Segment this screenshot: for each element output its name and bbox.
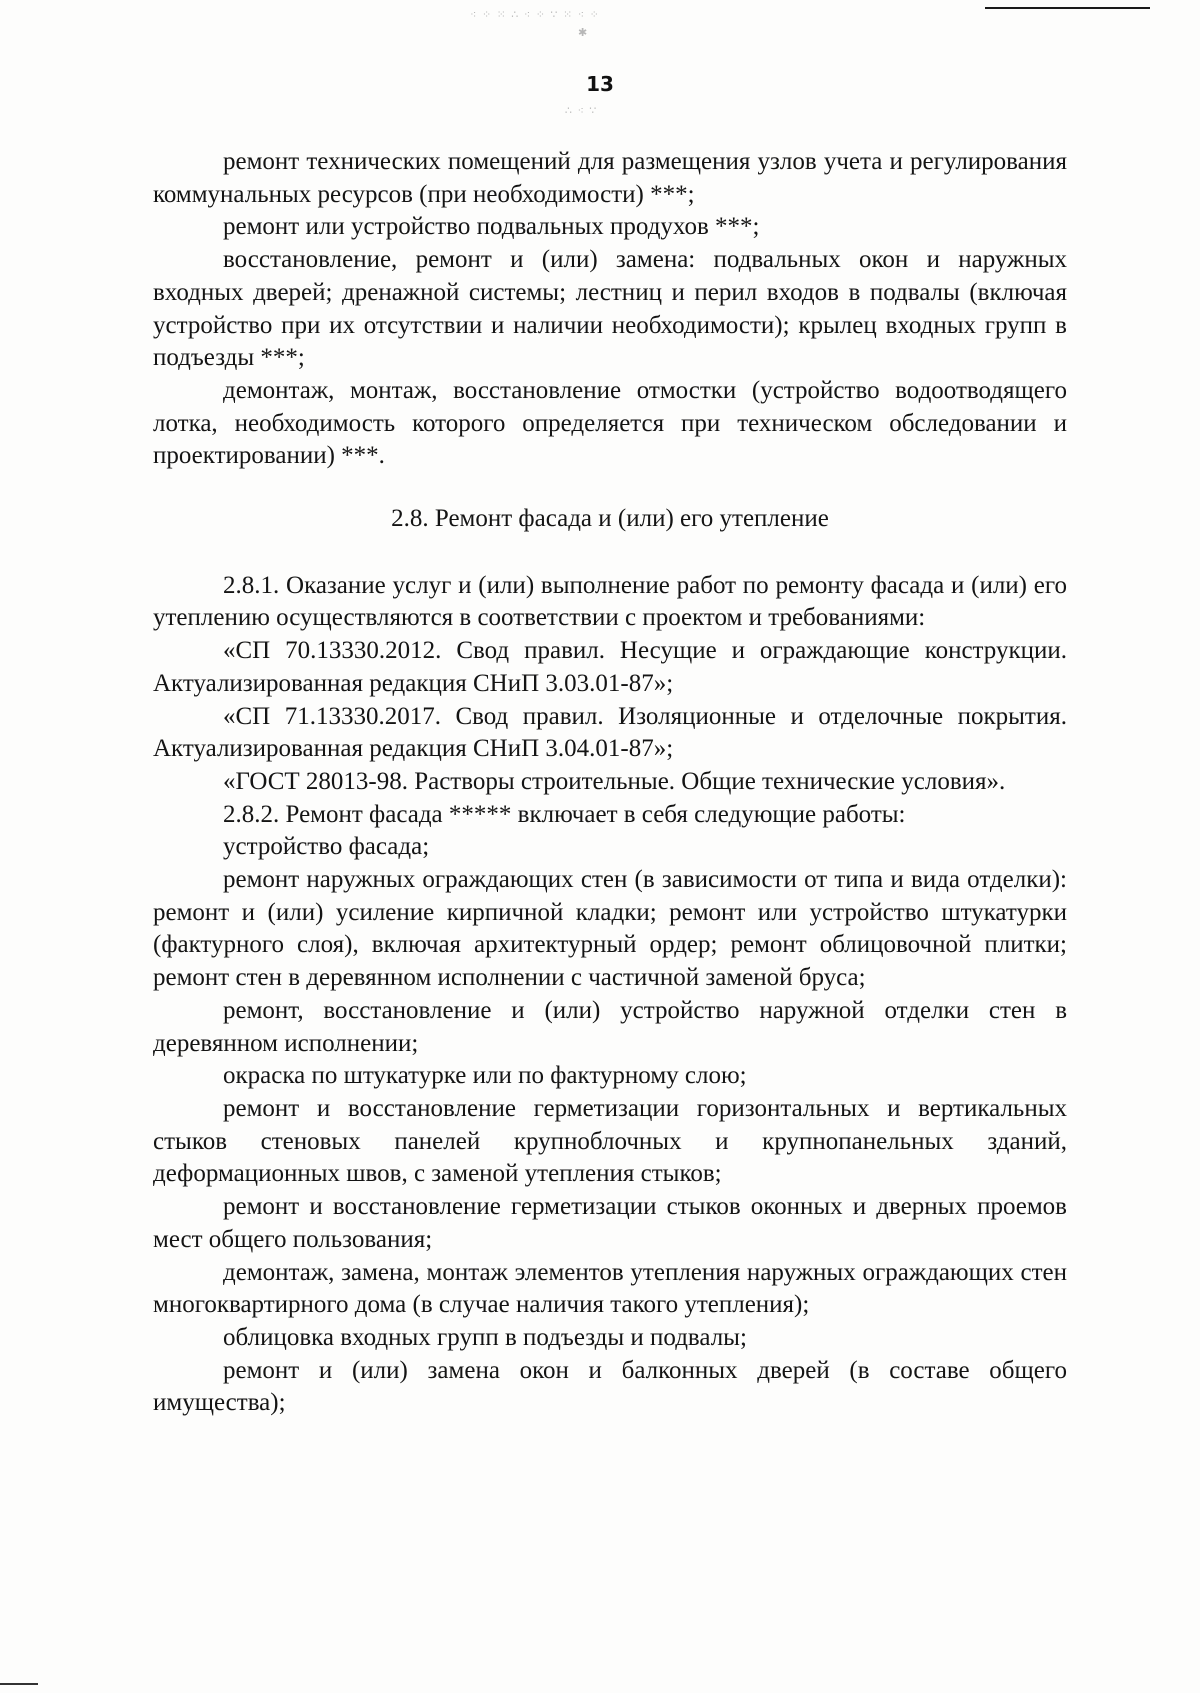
paragraph: облицовка входных групп в подъезды и подвалы; xyxy=(223,1323,747,1351)
paragraph: ремонт технических помещений для размещения узлов учета и регулирования коммунальных ресурсов (при необходимости) ***; xyxy=(153,148,1067,208)
paragraph: окраска по штукатурке или по фактурному слою; xyxy=(223,1062,747,1090)
scan-stamp-mark: ⁖ ⁘ ⁙ ∴ ⁖ ⁘ ∵ ⁙ ⁖ ⁘ xyxy=(470,8,600,21)
paragraph: устройство фасада; xyxy=(223,833,430,861)
paragraph: ремонт и восстановление герметизации стыков оконных и дверных проемов мест общего пользования; xyxy=(153,1193,1067,1253)
paragraph: 2.8.1. Оказание услуг и (или) выполнение работ по ремонту фасада и (или) его утеплению осуществляются в соответствии с проектом и требованиями: xyxy=(153,571,1067,632)
scan-dot-mark: ✱ xyxy=(578,26,589,39)
paragraph: «СП 70.13330.2012. Свод правил. Несущие и ограждающие конструкции. Актуализированная редакция СНиП 3.03.01-87»; xyxy=(153,637,1067,697)
paragraph: «СП 71.13330.2017. Свод правил. Изоляционные и отделочные покрытия. Актуализированная редакция СНиП 3.04.01-87»; xyxy=(153,702,1067,763)
paragraph: восстановление, ремонт и (или) замена: подвальных окон и наружных входных дверей; дренажной системы; лестниц и перил входов в подвалы (включая устройство при их отсутствии и наличии необходимости); крылец входных групп в подъезды ***; xyxy=(153,246,1067,372)
scan-smudge-mark: ∴ ⁖ ∵ xyxy=(565,104,598,117)
paragraph: ремонт и (или) замена окон и балконных дверей (в составе общего имущества); xyxy=(153,1356,1067,1417)
paragraph: 2.8.2. Ремонт фасада ***** включает в себя следующие работы: xyxy=(223,800,906,828)
paragraph: ремонт или устройство подвальных продухов ***; xyxy=(223,213,760,241)
document-body xyxy=(153,146,1067,1420)
section-heading: 2.8. Ремонт фасада и (или) его утепление xyxy=(391,505,829,533)
paragraph: демонтаж, монтаж, восстановление отмостки (устройство водоотводящего лотка, необходимость которого определяется при техническом обследовании и проектировании) ***. xyxy=(153,376,1067,470)
page-number: 13 xyxy=(586,72,614,96)
bottom-edge-rule xyxy=(0,1683,38,1685)
paragraph: ремонт, восстановление и (или) устройство наружной отделки стен в деревянном исполнении; xyxy=(153,996,1067,1057)
paragraph: ремонт наружных ограждающих стен (в зависимости от типа и вида отделки): ремонт и (или) усиление кирпичной кладки; ремонт или устройство штукатурки (фактурного слоя), включая архитектурный ордер; ремонт облицовочной плитки; ремонт стен в деревянном исполнении с частичной заменой бруса; xyxy=(153,866,1067,992)
paragraph: «ГОСТ 28013-98. Растворы строительные. Общие технические условия». xyxy=(223,767,1006,795)
paragraph: ремонт и восстановление герметизации горизонтальных и вертикальных стыков стеновых панелей крупноблочных и крупнопанельных зданий, деформационных швов, с заменой утепления стыков; xyxy=(153,1094,1067,1188)
paragraph: демонтаж, замена, монтаж элементов утепления наружных ограждающих стен многоквартирного дома (в случае наличия такого утепления); xyxy=(153,1258,1067,1319)
top-edge-rule xyxy=(985,7,1150,9)
